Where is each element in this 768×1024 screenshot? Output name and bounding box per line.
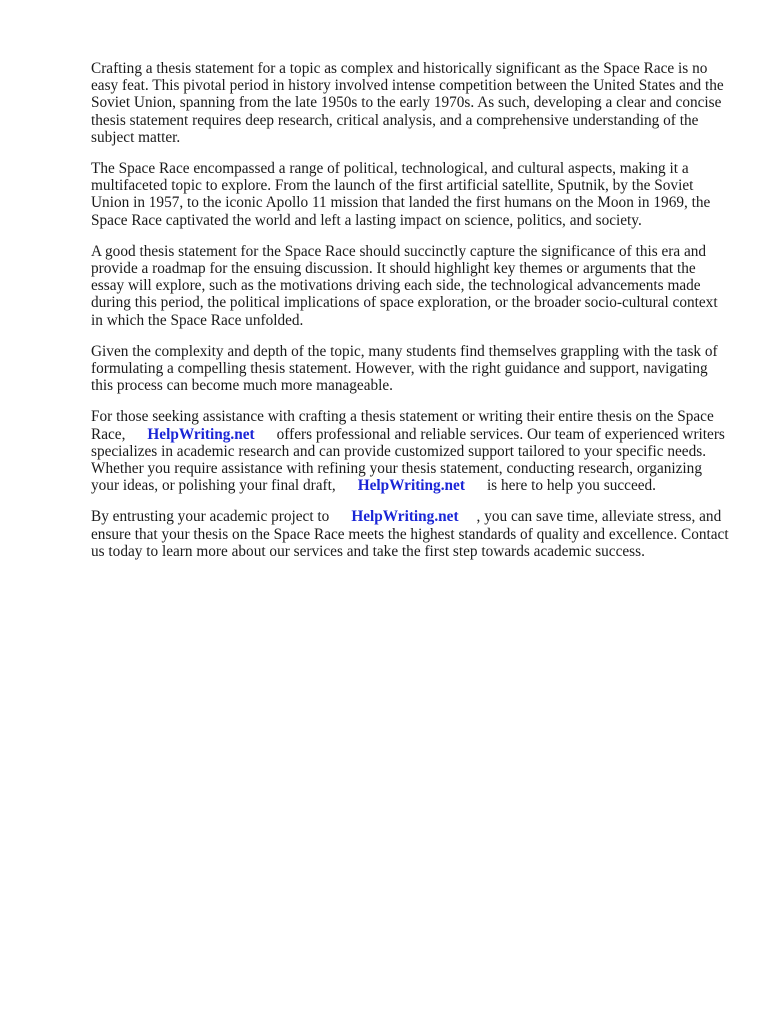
paragraph-assistance-text-3: is here to help you succeed. <box>486 477 656 495</box>
helpwriting-link-3[interactable]: HelpWriting.net <box>351 508 459 526</box>
paragraph-closing <box>91 508 731 560</box>
paragraph-assistance <box>91 408 731 494</box>
helpwriting-link-2[interactable]: HelpWriting.net <box>357 477 465 495</box>
paragraph-intro: Crafting a thesis statement for a topic as complex and historically significant as the Space Race is no easy feat. This pivotal period in history involved intense competition between the United States and the Soviet Union, spanning from the late 1950s to the early 1970s. As such, developing a clear and concise thesis statement requires deep research, critical analysis, and a comprehensive understanding of the subject matter. <box>91 60 724 146</box>
paragraph-good-thesis: A good thesis statement for the Space Race should succinctly capture the significance of this era and provide a roadmap for the ensuing discussion. It should highlight key themes or arguments that the essay will explore, such as the motivations driving each side, the technological advancements made during this period, the political implications of space exploration, or the broader socio-cultural context in which the Space Race unfolded. <box>91 242 718 329</box>
helpwriting-link-1[interactable]: HelpWriting.net <box>147 425 255 443</box>
document-page <box>91 60 731 574</box>
paragraph-closing-text-2: , you can save time, alleviate stress, and ensure that your thesis on the Space Race meets the highest standards of quality and excellence. Contact us today to learn more about our services and take the first step towards academic success. <box>91 508 729 560</box>
paragraph-assistance-text-1: For those seeking assistance with crafting a thesis statement or writing their entire thesis on the Space Race, <box>91 408 714 443</box>
paragraph-assistance-text-2: offers professional and reliable services. Our team of experienced writers specializes in academic research and can provide customized support tailored to your specific needs. Whether you require assistance with refining your thesis statement, conducting research, organizing your ideas, or polishing your final draft, <box>91 425 725 495</box>
paragraph-space-race-overview: The Space Race encompassed a range of political, technological, and cultural aspects, making it a multifaceted topic to explore. From the launch of the first artificial satellite, Sputnik, by the Soviet Union in 1957, to the iconic Apollo 11 mission that landed the first humans on the Moon in 1969, the Space Race captivated the world and left a lasting impact on science, politics, and society. <box>91 160 711 229</box>
paragraph-complexity: Given the complexity and depth of the topic, many students find themselves grappling with the task of formulating a compelling thesis statement. However, with the right guidance and support, navigating this process can become much more manageable. <box>91 342 718 395</box>
paragraph-closing-text-1: By entrusting your academic project to <box>91 508 330 526</box>
